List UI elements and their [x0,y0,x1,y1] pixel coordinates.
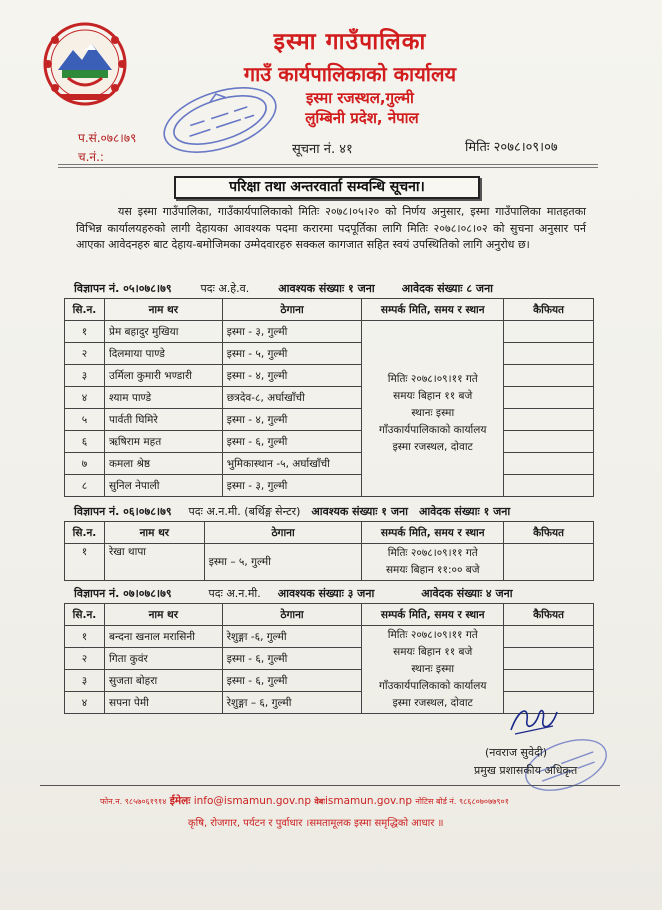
footer-email-label: ईमेलः [169,795,191,807]
column-header-address: ठेगाना [204,522,362,544]
required-count: आवश्यक संख्याः १ जना [278,282,375,295]
column-header-name: नाम थर [104,299,222,321]
row-name: दिलमाया पाण्डे [104,343,222,365]
row-name: पार्वती घिमिरे [104,409,222,431]
row-remarks [504,431,594,453]
contact-office: गाँउकार्यपालिकाको कार्यालय [379,423,487,436]
row-address: इस्मा - ६, गुल्मी [222,431,362,453]
row-name: उर्मिला कुमारी भण्डारी [104,365,222,387]
advertisement-number: विज्ञापन नं. ०५।०७८।७९ [74,282,172,295]
row-sn: ७ [65,453,105,475]
row-remarks [504,670,594,692]
row-name: कमला श्रेष्ठ [104,453,222,475]
row-name: बन्दना खनाल मरासिनी [104,626,222,648]
row-contact [362,626,504,714]
row-sn: ८ [65,475,105,497]
row-name: ऋषिराम महत [104,431,222,453]
row-name: रेखा थापा [104,544,204,581]
column-header-sn: सि.न. [65,604,105,626]
row-remarks [504,387,594,409]
row-address: इस्मा - ४, गुल्मी [222,409,362,431]
row-address: इस्मा - ४, गुल्मी [222,365,362,387]
notice-number: सूचना नं. ४१ [292,142,353,157]
column-header-contact: सम्पर्क मिति, समय र स्थान [362,522,504,544]
row-address: छत्रदेव-८, अर्घाखाँची [222,387,362,409]
required-count: आवश्यक संख्याः ३ जना [277,587,375,600]
municipality-name: इस्मा गाउँपालिका [273,29,427,55]
row-sn: २ [65,648,105,670]
row-remarks [504,626,594,648]
row-address: इस्मा - ३, गुल्मी [222,321,362,343]
table-row [65,475,594,497]
reference-number: प.सं.०७८।७९ [78,131,137,145]
footer-divider [40,785,620,786]
candidate-table [64,298,594,497]
contact-location: इस्मा रजस्थल, दोवाट [392,440,473,453]
row-remarks [504,365,594,387]
row-remarks [504,321,594,343]
table-row [65,648,594,670]
row-address: इस्मा - ६, गुल्मी [222,648,362,670]
divider [58,164,598,165]
required-count: आवश्यक संख्याः १ जना [311,505,408,518]
table-row [65,626,594,648]
contact-time: समयः बिहान ११:०० बजे [385,564,480,576]
contact-office: गाँउकार्यपालिकाको कार्यालय [378,680,487,692]
office-name: गाउँ कार्यपालिकाको कार्यालय [243,62,457,86]
contact-date: मितिः २०७८।०९।११ गते [387,547,478,559]
table-row [65,544,594,581]
row-remarks [504,453,594,475]
row-sn: ३ [65,670,105,692]
row-sn: ३ [65,365,105,387]
row-remarks [504,544,594,581]
column-header-sn: सि.न. [65,522,105,544]
footer-phone: फोन.न. ९८५७०६१९१४ [100,797,167,806]
column-header-contact: सम्पर्क मिति, समय र स्थान [362,604,504,626]
row-name: प्रेम बहादुर मुखिया [104,321,222,343]
column-header-remarks: कैफियत [504,604,594,626]
advertisement-info [74,281,493,296]
footer-web[interactable]: ismamun.gov.np [324,795,413,807]
column-header-address: ठेगाना [222,604,362,626]
table-row [65,365,594,387]
divider [58,167,598,168]
footer-notice-board: नोटिस बोर्ड नं. ९८६८०७०७७९०१ [415,797,509,806]
contact-date: मितिः २०७८।०९।११ गते [387,372,478,385]
row-address: इस्मा - ५, गुल्मी [222,343,362,365]
row-contact [362,544,504,581]
notice-body: यस इस्मा गाउँपालिका, गाउँकार्यपालिकाको मितिः २०७८।०५।२० को निर्णय अनुसार, इस्मा गाउँपालिका मातहतका विभिन्न कार्यालयहरुको लागी देहायका आवश्यक पदमा करारमा पदपूर्तिका लागि मितिः २०७८।०८।०२ को सुचना अनुसार पर्न आएका आवेदनहरु बाट देहाय-बमोजिमका उम्मेदवारहरु सक्कल कागजात सहित स्वयं उपस्थितिको लागि अनुरोध छ। [76,205,586,251]
row-remarks [504,343,594,365]
signatory-title: प्रमुख प्रशासकीय अधिकृत [474,764,578,777]
advertisement-number: विज्ञापन नं. ०६।०७८।७९ [74,505,172,518]
column-header-remarks: कैफियत [504,299,594,321]
candidate-table [64,521,594,581]
dispatch-number: च.नं.: [78,150,104,164]
post-name: पदः अ.हे.व. [200,282,250,295]
post-name: पदः अ.न.मी. [208,587,261,600]
footer-email[interactable]: info@ismamun.gov.np [193,795,311,807]
column-header-sn: सि.न. [65,299,105,321]
contact-place: स्थानः इस्मा [411,663,455,675]
row-address: इस्मा – ५, गुल्मी [204,544,362,581]
nepal-emblem-logo [40,20,130,108]
row-remarks [504,475,594,497]
column-header-contact: सम्पर्क मिति, समय र स्थान [362,299,504,321]
row-remarks [504,409,594,431]
advertisement-info [74,586,513,601]
column-header-name: नाम थर [104,522,204,544]
row-address: रेशुङ्गा -६, गुल्मी [222,626,362,648]
post-name: पदः अ.न.मी. (बर्थिङ्ग सेन्टर) [188,505,301,518]
row-address: इस्मा - ६, गुल्मी [222,670,362,692]
row-sn: ४ [65,692,105,714]
table-row [65,343,594,365]
row-name: सपना पेमी [104,692,222,714]
applicant-count: आवेदक संख्याः ८ जना [401,282,494,295]
table-row [65,453,594,475]
row-name: सुजता बोहरा [104,670,222,692]
notice-date: मितिः २०७८।०९।०७ [465,140,558,155]
advertisement-info [74,504,510,519]
row-name: गिता कुवंर [104,648,222,670]
table-row [65,670,594,692]
row-sn: १ [65,321,105,343]
table-row [65,409,594,431]
footer-web-label: वेबः [314,797,325,806]
table-row [65,431,594,453]
contact-date: मितिः २०७८।०९।११ गते [387,629,478,641]
row-sn: १ [65,544,105,581]
candidate-table [64,603,594,714]
address-line-1: इस्मा रजस्थल,गुल्मी [306,89,414,107]
contact-time: समयः बिहान ११ बजे [393,646,473,658]
row-address: भुमिकास्थान -५, अर्घाखाँची [222,453,362,475]
contact-place: स्थानः इस्मा [411,406,455,419]
address-line-2: लुम्बिनी प्रदेश, नेपाल [305,109,419,127]
footer-contact [100,794,580,808]
advertisement-number: विज्ञापन नं. ०७।०७८।७९ [74,587,172,600]
row-sn: २ [65,343,105,365]
table-row [65,321,594,343]
row-sn: ६ [65,431,105,453]
row-sn: ४ [65,387,105,409]
column-header-remarks: कैफियत [504,522,594,544]
row-sn: ५ [65,409,105,431]
row-address: रेशुङ्गा – ६, गुल्मी [222,692,362,714]
office-stamp-seal [150,80,290,160]
row-contact [362,321,504,497]
contact-time: समयः बिहान ११ बजे [393,389,473,402]
column-header-address: ठेगाना [222,299,362,321]
notice-heading: परिक्षा तथा अन्तरवार्ता सम्वन्धि सूचना। [174,176,480,199]
contact-location: इस्मा रजस्थल, दोवाट [392,697,473,709]
row-remarks [504,648,594,670]
row-name: सुनिल नेपाली [104,475,222,497]
applicant-count: आवेदक संख्याः १ जना [418,505,511,518]
row-address: इस्मा - ३, गुल्मी [222,475,362,497]
table-row [65,387,594,409]
signatory-name: (नवराज सुवेदी) [485,746,548,759]
row-sn: १ [65,626,105,648]
applicant-count: आवेदक संख्याः ४ जना [421,587,513,600]
column-header-name: नाम थर [104,604,222,626]
row-name: श्याम पाण्डे [104,387,222,409]
footer-motto: कृषि, रोजगार, पर्यटन र पुर्वाधार ।समतामूलक इस्मा समृद्धिको आधार ॥ [188,818,444,829]
